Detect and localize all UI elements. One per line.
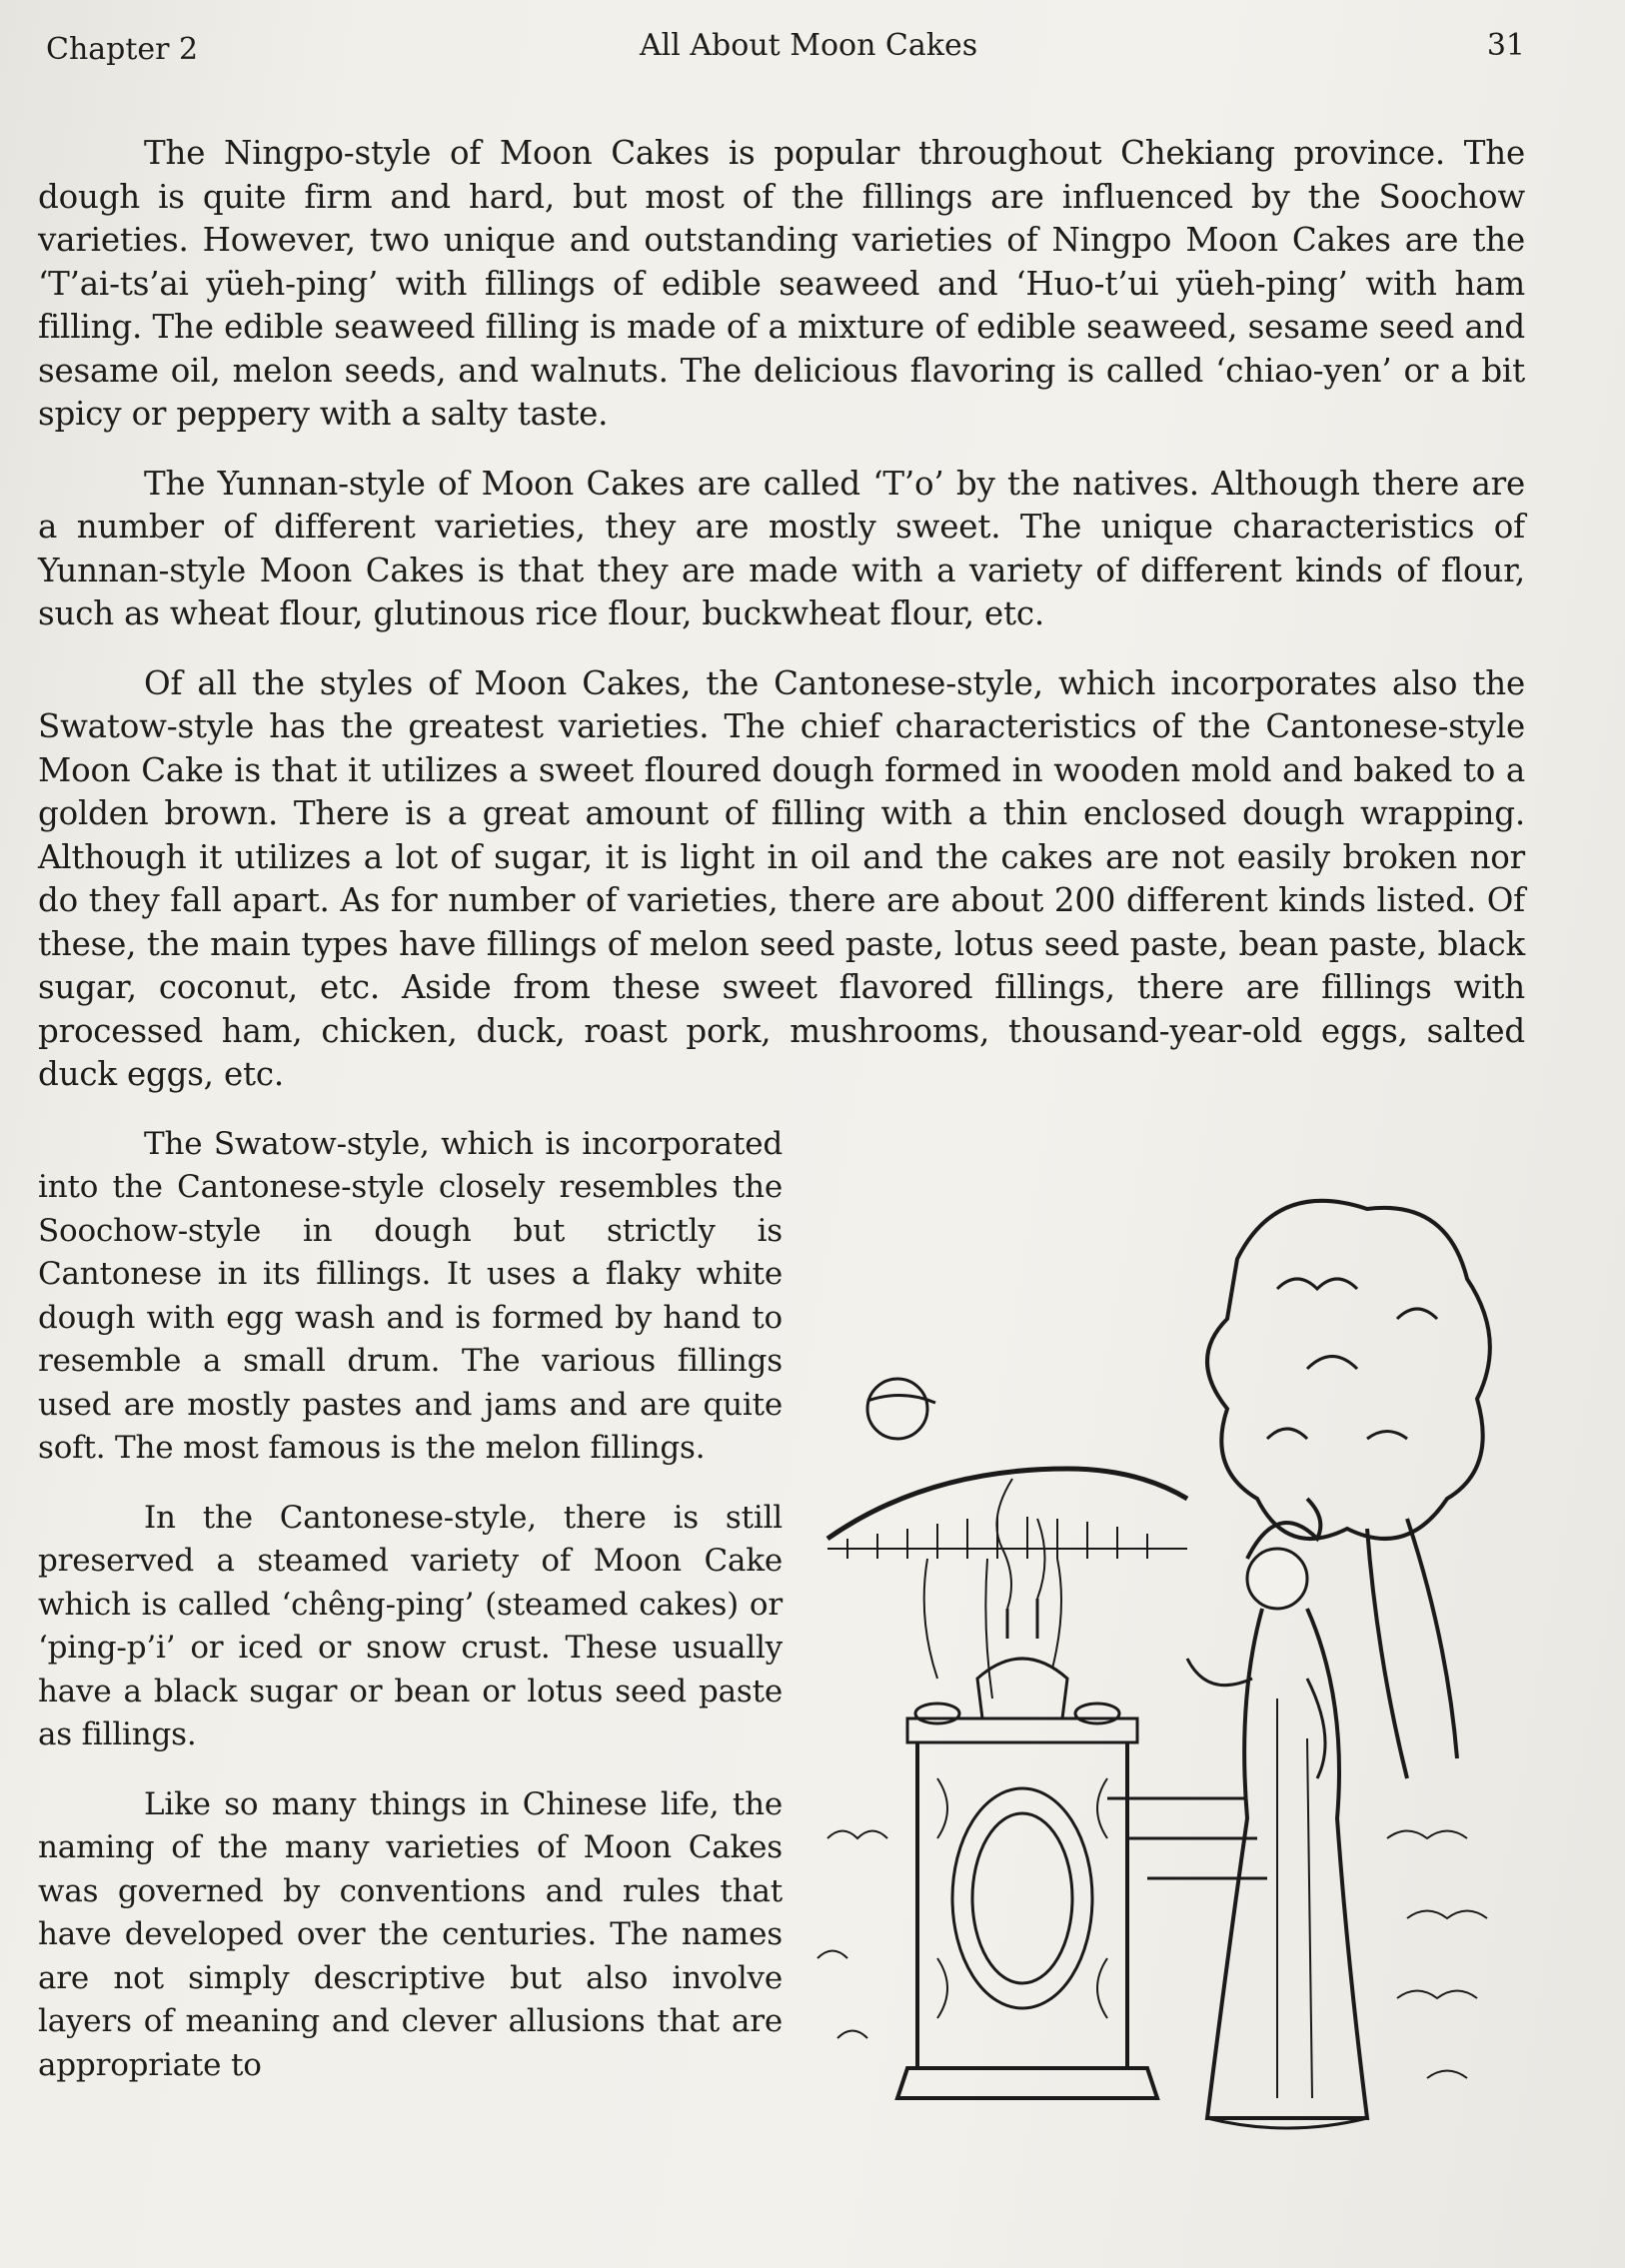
paragraph-naming: Like so many things in Chinese life, the naming of the many varieties of Moon Cakes was governed by conventions and rules that have developed over the centuries. The names are not simply descriptive but also involve layers of meaning and clever allusions that are appropriate to xyxy=(38,1785,783,2083)
page-number: 31 xyxy=(1486,28,1525,63)
lady-head-icon xyxy=(1247,1549,1307,1609)
moon-icon xyxy=(867,1379,927,1439)
paragraph-cantonese: Of all the styles of Moon Cakes, the Cantonese-style, which incorporates also the Swatow-style has the greatest varieties. The chief characteristics of the Cantonese-style Moon Cake is that it utilizes a sweet floured dough formed in wooden mold and baked to a golden brown. There is a great amount of filling with a thin enclosed dough wrapping. Although it utilizes a lot of sugar, it is light in oil and the cakes are not easily broken nor do they fall apart. As for number of varieties, there are about 200 different kinds listed. Of these, the main types have fillings of melon seed paste, lotus seed paste, bean paste, black sugar, coconut, etc. Aside from these sweet flavored fillings, there are fillings with processed ham, chicken, duck, roast pork, mushrooms, thousand-year-old eggs, salted duck eggs, etc. xyxy=(38,663,1525,1093)
chapter-label: Chapter 2 xyxy=(46,32,199,67)
paragraph-steamed: In the Cantonese-style, there is still preserved a steamed variety of Moon Cake which is called ‘chêng-ping’ (steamed cakes) or ‘ping-p’i’ or iced or snow crust. These usually have a black sugar or bean or lotus seed paste as fillings. xyxy=(38,1499,783,1752)
running-header xyxy=(0,28,1625,88)
paragraph-swatow: The Swatow-style, which is incorporated into the Cantonese-style closely resembles the Soochow-style in dough but strictly is Cantonese in its fillings. It uses a flaky white dough with egg wash and is formed by hand to resemble a small drum. The various fillings used are mostly pastes and jams and are quite soft. The most famous is the melon fillings. xyxy=(38,1125,783,1466)
paragraph-ningpo: The Ningpo-style of Moon Cakes is popular throughout Chekiang province. The dough is quite firm and hard, but most of the fillings are influenced by the Soochow varieties. However, two unique and outstanding varieties of Ningpo Moon Cakes are the ‘T’ai-ts’ai yüeh-ping’ with fillings of edible seaweed and ‘Huo-t’ui yüeh-ping’ with ham filling. The edible seaweed filling is made of a mixture of edible seaweed, sesame seed and sesame oil, melon seeds, and walnuts. The delicious flavoring is called ‘chiao-yen’ or a bit spicy or peppery with a salty taste. xyxy=(38,134,1525,433)
roof-icon xyxy=(827,1469,1187,1539)
tree-icon xyxy=(1207,1201,1490,1539)
lady-at-altar-illustration-icon xyxy=(808,1139,1527,2178)
paragraph-yunnan: The Yunnan-style of Moon Cakes are called ‘T’o’ by the natives. Although there are a number of different varieties, they are mostly sweet. The unique characteristics of Yunnan-style Moon Cakes is that they are made with a variety of different kinds of flour, such as wheat flour, glutinous rice flour, buckwheat flour, etc. xyxy=(38,464,1525,632)
narrow-column xyxy=(38,1123,783,2088)
chapter-title: All About Moon Cakes xyxy=(640,28,978,63)
